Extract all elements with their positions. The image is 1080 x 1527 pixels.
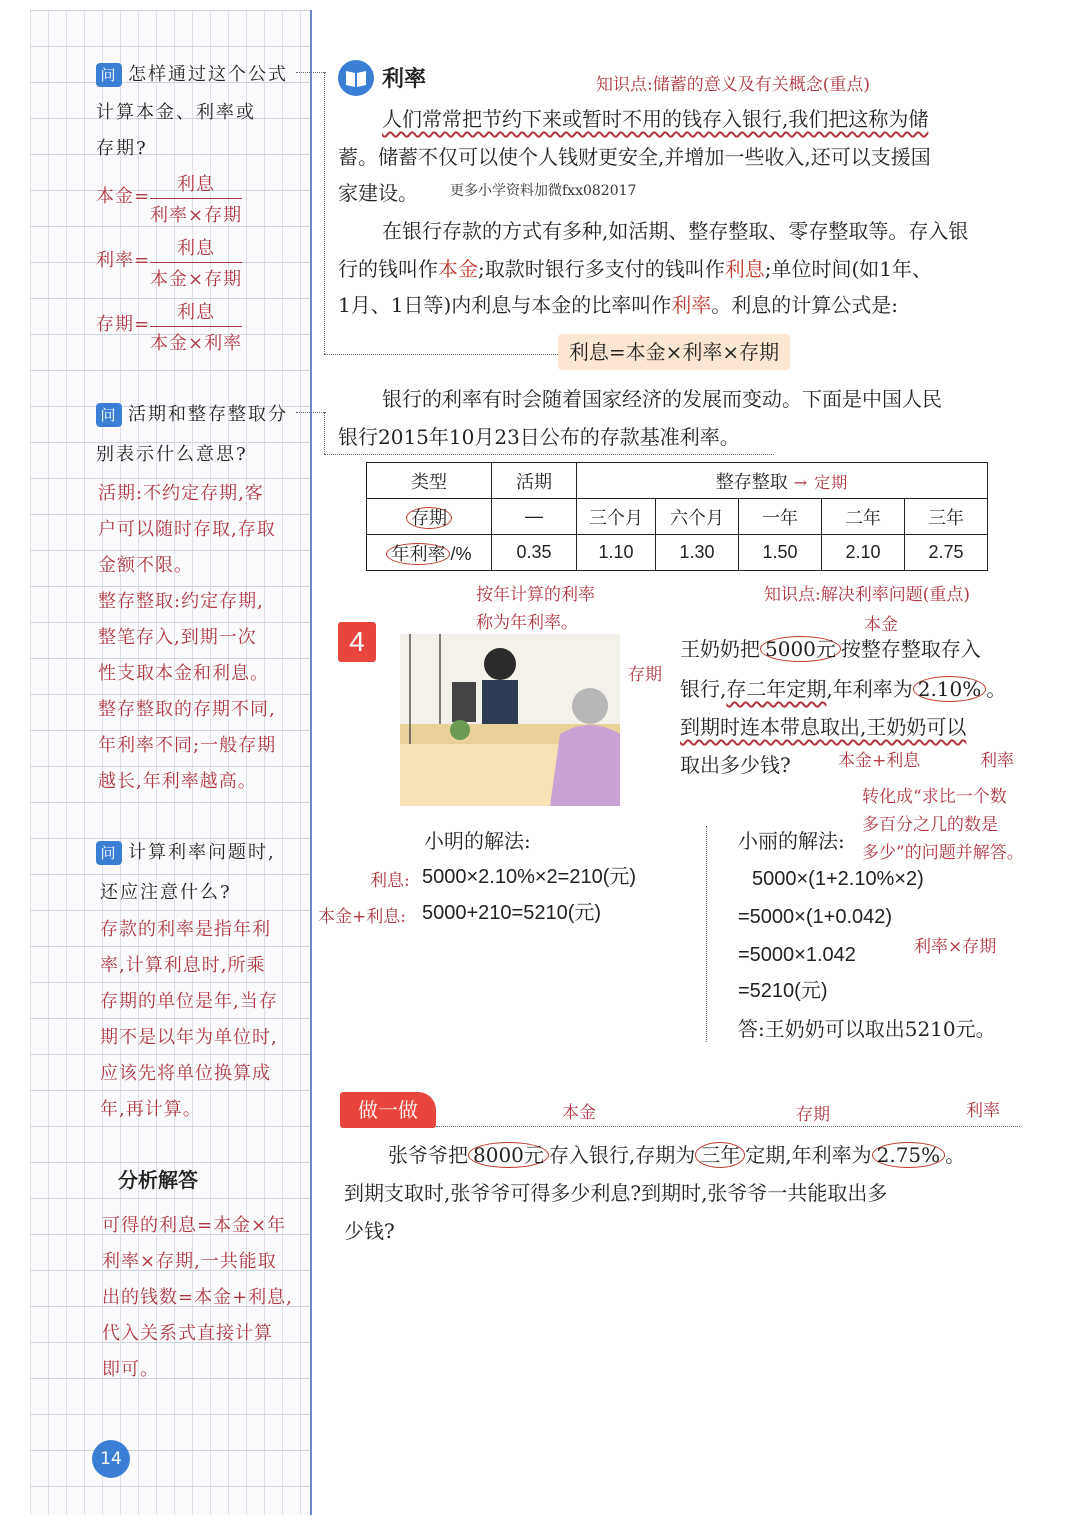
xiaoli-solution-title: 小丽的解法:	[738, 829, 845, 853]
paragraph-3-line2: 银行2015年10月23日公布的存款基准利率。	[338, 425, 740, 449]
sidebar-question-2-line2: 别表示什么意思?	[96, 444, 248, 465]
note-principal: 本金	[864, 615, 898, 635]
sidebar-answer-3: 存款的利率是指年利 率,计算利息时,所乘 存期的单位是年,当存 期不是以年为单位时, 应该先将单位换算成 年,再计算。	[100, 919, 278, 1120]
example-question-line3: 到期时连本带息取出,王奶奶可以	[680, 715, 967, 739]
table-header-fixed: 整存整取 → 定期	[577, 463, 988, 499]
solution-divider	[706, 826, 707, 1042]
table-header-demand: 活期	[492, 463, 577, 499]
table-cell: 二年	[822, 499, 905, 535]
connector-line	[296, 412, 326, 413]
xiaoli-step-3: =5000×1.042	[738, 944, 856, 966]
xiaoli-note-line3: 多少”的问题并解答。	[862, 843, 1024, 863]
sidebar-question-1-line2: 计算本金、利率或	[96, 102, 256, 123]
connector-line	[324, 354, 558, 355]
table-cell: 一年	[739, 499, 822, 535]
formula-rate-fraction: 利息 本金×存期	[150, 234, 242, 291]
xiaoli-step-1: 5000×(1+2.10%×2)	[752, 868, 924, 890]
sidebar-question-2: 问 活期和整存整取分	[96, 400, 288, 427]
question-icon: 问	[96, 63, 122, 87]
formula-rate-label: 利率=	[96, 250, 151, 271]
xiaoli-note-line2: 多百分之几的数是	[862, 815, 998, 835]
connector-line	[296, 72, 326, 73]
example-question-line1: 王奶奶把 5000元 按整存整取存入	[680, 637, 981, 661]
exercise-tag: 做一做	[340, 1092, 436, 1128]
question-icon: 问	[96, 841, 122, 865]
table-row-rate-label: 年利率 /%	[367, 535, 492, 571]
exercise-note-term: 存期	[796, 1105, 830, 1125]
bank-counter-illustration	[400, 634, 620, 806]
interest-formula: 利息=本金×利率×存期	[558, 334, 790, 370]
book-icon	[338, 60, 374, 96]
page-number: 14	[92, 1440, 130, 1478]
sidebar-question-1: 问 怎样通过这个公式	[96, 60, 288, 87]
question-icon: 问	[96, 403, 122, 427]
knowledge-point-note-2: 知识点:解决利率问题(重点)	[764, 585, 970, 605]
watermark-text: 更多小学资料加微fxx082017	[450, 183, 637, 199]
paragraph-1-line2: 蓄。储蓄不仅可以使个人钱财更安全,并增加一些收入,还可以支援国	[338, 145, 931, 169]
xiaoming-note-interest: 利息:	[370, 871, 410, 891]
paragraph-2: 在银行存款的方式有多种,如活期、整存整取、零存整取等。存入银	[382, 219, 969, 243]
paragraph-3: 银行的利率有时会随着国家经济的发展而变动。下面是中国人民	[382, 387, 942, 411]
connector-line	[324, 412, 325, 454]
table-cell: 三年	[905, 499, 988, 535]
deposit-rate-table	[366, 462, 988, 571]
exercise-line2: 到期支取时,张爷爷可得多少利息?到期时,张爷爷一共能取出多	[344, 1181, 888, 1205]
example-answer: 答:王奶奶可以取出5210元。	[738, 1017, 996, 1041]
paragraph-1: 人们常常把节约下来或暂时不用的钱存入银行,我们把这称为储	[382, 107, 929, 131]
analysis-text: 可得的利息=本金×年 利率×存期,一共能取 出的钱数=本金+利息, 代入关系式直接计算 即可。	[102, 1215, 293, 1380]
xiaoli-step-4: =5210(元)	[738, 980, 828, 1002]
example-question-line4: 取出多少钱?	[680, 753, 791, 777]
sidebar-question-3-line2: 还应注意什么?	[100, 882, 232, 903]
paragraph-1-line3: 家建设。	[338, 181, 418, 205]
note-term: 存期	[628, 665, 662, 685]
sidebar-question-3: 问 计算利率问题时,	[96, 838, 276, 865]
exercise-note-rate: 利率	[966, 1101, 1000, 1121]
table-cell: —	[492, 499, 577, 535]
xiaoming-solution-title: 小明的解法:	[424, 829, 531, 853]
table-cell: 六个月	[656, 499, 739, 535]
table-cell: 0.35	[492, 535, 577, 571]
note-principal-plus-interest: 本金+利息	[838, 751, 921, 771]
formula-principal-fraction: 利息 利率×存期	[150, 170, 242, 227]
annual-rate-note: 按年计算的利率	[476, 585, 595, 605]
table-cell: 1.10	[577, 535, 656, 571]
xiaoming-step-1: 5000×2.10%×2=210(元)	[422, 866, 637, 888]
exercise-line1: 张爷爷把 8000元 存入银行,存期为 三年 定期,年利率为 2.75% 。	[388, 1143, 966, 1167]
formula-term-label: 存期=	[96, 314, 151, 335]
xiaoli-note-line1: 转化成“求比一个数	[862, 787, 1007, 807]
table-row-term-label: 存期	[367, 499, 492, 535]
exercise-note-principal: 本金	[562, 1103, 596, 1123]
xiaoli-note-rate-term: 利率×存期	[914, 937, 997, 957]
example-question-line2: 银行,存二年定期,年利率为 2.10% 。	[680, 677, 1007, 701]
sidebar-question-1-line3: 存期?	[96, 138, 148, 159]
table-cell: 三个月	[577, 499, 656, 535]
sidebar-answer-2: 活期:不约定存期,客 户可以随时存取,存取 金额不限。 整存整取:约定存期, 整笔存入,到期一次 性支取本金和利息。 整存整取的存期不同, 年利率不同;一般存期 越长,年利率越高。	[98, 483, 277, 792]
formula-principal-label: 本金=	[96, 186, 151, 207]
exercise-line3: 少钱?	[344, 1219, 395, 1243]
table-cell: 2.10	[822, 535, 905, 571]
section-title: 利率	[382, 67, 427, 92]
xiaoming-note-total: 本金+利息:	[318, 907, 406, 927]
table-header-type: 类型	[367, 463, 492, 499]
analysis-title: 分析解答	[118, 1168, 198, 1192]
note-rate: 利率	[980, 751, 1014, 771]
formula-term-fraction: 利息 本金×利率	[150, 298, 242, 355]
example-number: 4	[338, 622, 376, 662]
exercise-divider	[436, 1126, 1020, 1127]
xiaoming-step-2: 5000+210=5210(元)	[422, 902, 602, 924]
table-cell: 2.75	[905, 535, 988, 571]
table-cell: 1.30	[656, 535, 739, 571]
table-cell: 1.50	[739, 535, 822, 571]
xiaoli-step-2: =5000×(1+0.042)	[738, 906, 893, 928]
connector-line	[324, 72, 325, 354]
knowledge-point-note: 知识点:储蓄的意义及有关概念(重点)	[596, 75, 870, 95]
annual-rate-note-line2: 称为年利率。	[476, 613, 578, 633]
paragraph-2-line3: 1月、1日等)内利息与本金的比率叫作利率。利息的计算公式是:	[338, 293, 899, 317]
paragraph-2-line2: 行的钱叫作本金;取款时银行多支付的钱叫作利息;单位时间(如1年、	[338, 257, 933, 281]
